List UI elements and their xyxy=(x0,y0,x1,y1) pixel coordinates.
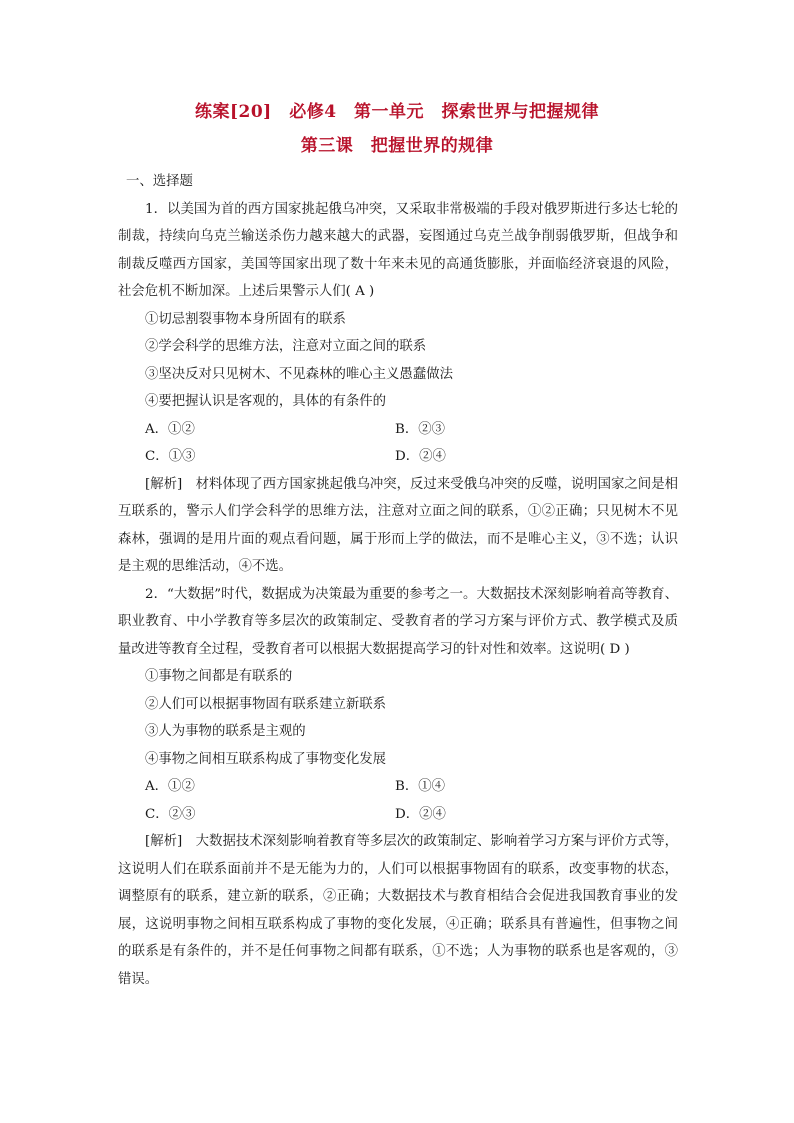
answer-choices-row xyxy=(118,773,678,801)
question-stem: 2．“大数据”时代，数据成为决策最为重要的参考之一。大数据技术深刻影响着高等教育、职业教育、中小学教育等多层次的政策制定、受教育者的学习方案与评价方式、教学模式及质量改进等教育全过程，受教育者可以根据大数据提高学习的针对性和效率。这说明( D ) xyxy=(118,586,678,657)
statement-option: ①事物之间都是有联系的 xyxy=(145,669,293,684)
analysis-text: [解析] 材料体现了西方国家挑起俄乌冲突，反过来受俄乌冲突的反噬，说明国家之间是相互联系的，警示人们学会科学的思维方法，注意对立面之间的联系，①②正确；只见树木不见森林，强调的是用片面的观点看问题，属于形而上学的做法，而不是唯心主义，③不选；认识是主观的思维活动，④不选。 xyxy=(118,476,678,574)
question-1 xyxy=(118,196,678,581)
answer-choices-row xyxy=(118,801,678,829)
statement-option: ③人为事物的联系是主观的 xyxy=(145,724,306,739)
question-2 xyxy=(118,581,678,994)
answer-choices-row xyxy=(118,416,678,444)
statement-option: ④事物之间相互联系构成了事物变化发展 xyxy=(145,751,387,767)
statement-option: ④要把握认识是客观的，具体的有条件的 xyxy=(145,394,387,409)
section-label: 一、选择题 xyxy=(126,174,193,189)
answer-choice-b: B．①④ xyxy=(395,779,446,794)
statement-option: ①切忌割裂事物本身所固有的联系 xyxy=(145,311,346,327)
answer-choice-d: D．②④ xyxy=(395,449,446,464)
document-title: 练案[20] 必修4 第一单元 探索世界与把握规律 xyxy=(194,102,600,122)
answer-choices-row xyxy=(118,443,678,471)
answer-choice-c: C．①③ xyxy=(145,449,196,464)
analysis-text: [解析] 大数据技术深刻影响着教育等多层次的政策制定、影响着学习方案与评价方式等，这说明人们在联系面前并不是无能为力的，人们可以根据事物固有的联系，改变事物的状态，调整原有的联系，建立新的联系，②正确；大数据技术与教育相结合会促进我国教育事业的发展，这说明事物之间相互联系构成了事物的变化发展，④正确；联系具有普遍性，但事物之间的联系是有条件的，并不是任何事物之间都有联系，①不选；人为事物的联系也是客观的，③错误。 xyxy=(118,834,678,987)
lesson-title: 第三课 把握世界的规律 xyxy=(300,136,494,156)
answer-choice-c: C．②③ xyxy=(145,806,196,822)
document-body xyxy=(118,168,678,993)
statement-option: ②学会科学的思维方法，注意对立面之间的联系 xyxy=(145,339,427,354)
answer-choice-a: A．①② xyxy=(145,779,195,794)
answer-choice-b: B．②③ xyxy=(395,421,446,437)
statement-option: ③坚决反对只见树木、不见森林的唯心主义愚蠢做法 xyxy=(145,366,453,382)
answer-choice-d: D．②④ xyxy=(395,806,446,822)
statement-option: ②人们可以根据事物固有联系建立新联系 xyxy=(145,696,387,712)
answer-choice-a: A．①② xyxy=(145,421,195,437)
question-stem: 1．以美国为首的西方国家挑起俄乌冲突，又采取非常极端的手段对俄罗斯进行多达七轮的制裁，持续向乌克兰输送杀伤力越来越大的武器，妄图通过乌克兰战争削弱俄罗斯，但战争和制裁反噬西方国家，美国等国家出现了数十年来未见的高通货膨胀，并面临经济衰退的风险，社会危机不断加深。上述后果警示人们( A ) xyxy=(118,201,678,299)
